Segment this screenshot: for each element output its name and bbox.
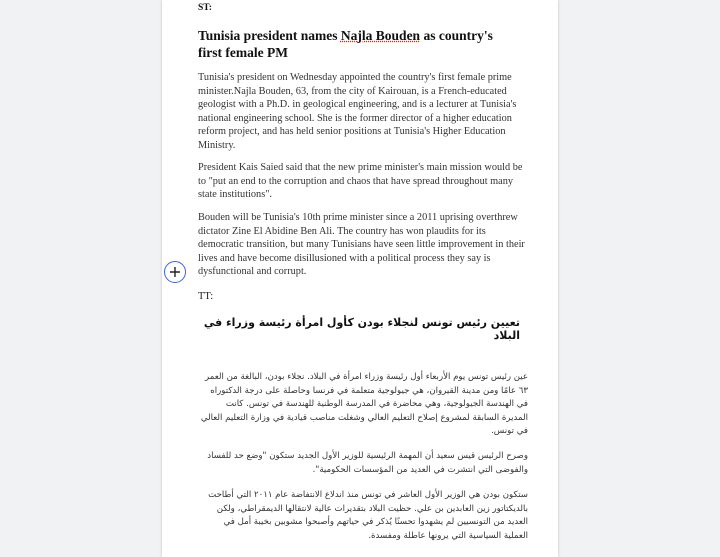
english-paragraph-2: President Kais Saied said that the new prime minister's main mission would be to "put an end to the corruption and chaos that have spread throughout many state institutions". [198, 162, 523, 201]
arabic-paragraph-2: وصرح الرئيس قيس سعيد أن المهمة الرئيسية للوزير الأول الجديد ستكون "وضع حد للفساد والفوضى التي انتشرت في العديد من المؤسسات الحكومية". [207, 451, 528, 475]
plus-icon [169, 266, 181, 278]
arabic-paragraph-1: عين رئيس تونس يوم الأربعاء أول رئيسة وزراء امرأة في البلاد. نجلاء بودن، البالغة من العمر ٦٣ عامًا ومن مدينة القيروان، هي جيولوجية متعلمة في فرنسا وحاصلة على درجة الدكتوراه في الهندسة الجيولوجية، وهي محاضرة في المدرسة الوطنية للهندسة في تونس. كانت المديرة السابقة لمشروع إصلاح التعليم العالي وشغلت مناصب قيادية في وزارة التعليم العالي في تونس. [200, 372, 528, 437]
english-paragraph-3: Bouden will be Tunisia's 10th prime minister since a 2011 uprising overthrew dictator Zine El Abidine Ben Ali. The country has won plaudits for its democratic transition, but many Tunisians have seen little improvement in their lives and have become disillusioned with a political process they say is dysfunctional and corrupt. [198, 212, 525, 278]
arabic-paragraph-3: ستكون بودن هي الوزير الأول العاشر في تونس منذ اندلاع الانتفاضة عام ٢٠١١ التي أطاحت بالديكتاتور زين العابدين بن علي. حظيت البلاد بتقديرات عالية لانتقالها الديمقراطي، ولكن العديد من التونسيين لم يشهدوا تحسنًا يُذكر في حياتهم وأصبحوا مشوبين بخيبة أمل في العملية السياسية التي يرونها عاطلة ومفسدة. [208, 490, 528, 541]
english-title [198, 27, 518, 61]
arabic-title: تعيين رئيس تونس لنجلاء بودن كأول امرأة رئيسة وزراء في البلاد [203, 316, 520, 342]
add-block-button[interactable] [164, 261, 186, 283]
english-title-prefix: Tunisia president names [198, 28, 341, 43]
target-label: TT: [198, 291, 214, 302]
english-title-name: Najla Bouden [340, 28, 421, 43]
source-label: ST: [198, 3, 213, 13]
document-page [162, 0, 558, 557]
english-title-suffix: as country's first female PM [198, 28, 493, 60]
english-paragraph-1: Tunisia's president on Wednesday appointed the country's first female prime minister.Najla Bouden, 63, from the city of Kairouan, is a French-educated geologist with a Ph.D. in geological engineering, and is a lecturer at Tunisia's national engineering school. She is the former director of a higher education reform project, and has held senior positions at Tunisia's Higher Education Ministry. [198, 72, 517, 151]
